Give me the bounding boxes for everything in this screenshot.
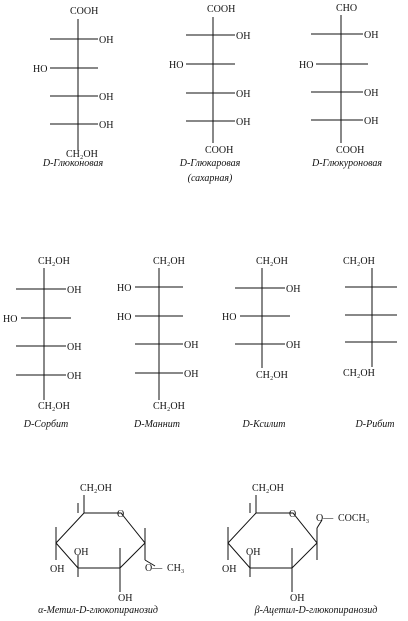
structure-caption: α-Метил-D-глюкопиранозид xyxy=(38,605,158,616)
bottom-group-label: COOH xyxy=(336,145,365,156)
right-substituent: OH xyxy=(67,371,82,382)
bottom-group-label: CH₂OH xyxy=(256,370,288,381)
top-group-label: CH₂OH xyxy=(38,256,70,267)
glucaric-acid-structure xyxy=(169,4,250,184)
right-substituent: OH xyxy=(99,92,114,103)
structure-caption: D-Рибит xyxy=(355,419,395,430)
right-substituent: OH xyxy=(236,31,251,42)
sorbitol-structure xyxy=(3,256,81,430)
left-substituent: HO xyxy=(117,312,132,323)
structure-caption: D-Маннит xyxy=(134,419,180,430)
pyranose-ring xyxy=(56,513,145,568)
mannitol-structure xyxy=(117,256,198,430)
right-substituent: OH xyxy=(99,120,114,131)
structure-caption: D-Глюкаровая xyxy=(179,158,241,169)
ring-oxygen-label: O xyxy=(289,509,297,520)
left-substituent: HO xyxy=(169,60,184,71)
right-substituent: OH xyxy=(364,30,379,41)
top-group-label: CH₂OH xyxy=(256,256,288,267)
top-group-label: CH₂OH xyxy=(153,256,185,267)
glycosidic-oxygen-label: O— xyxy=(145,563,163,574)
right-substituent: OH xyxy=(184,369,199,380)
hydroxyl-label: OH xyxy=(246,547,261,558)
right-substituent: OH xyxy=(364,88,379,99)
ring-oxygen-label: O xyxy=(117,509,125,520)
top-group-label: CH₂OH xyxy=(343,256,375,267)
right-substituent: OH xyxy=(67,285,82,296)
right-substituent: OH xyxy=(286,284,301,295)
hydroxyl-label: OH xyxy=(118,593,133,604)
bottom-group-label: CH₂OH xyxy=(343,368,375,379)
bottom-group-label: CH₂OH xyxy=(66,149,98,160)
hydroxyl-label: OH xyxy=(222,564,237,575)
glucuronic-acid-structure xyxy=(299,3,382,169)
top-group-label: CHO xyxy=(336,3,358,14)
bottom-group-label: CH₂OH xyxy=(153,401,185,412)
structure-caption: D-Сорбит xyxy=(23,419,69,430)
left-substituent: HO xyxy=(117,283,132,294)
structure-caption: β-Ацетил-D-глюкопиранозид xyxy=(254,605,378,616)
ribitol-structure xyxy=(343,256,397,430)
methyl-group-label: CH₃ xyxy=(167,563,185,574)
right-substituent: OH xyxy=(67,342,82,353)
hydroxyl-label: OH xyxy=(74,547,89,558)
hydroxyl-label: OH xyxy=(50,564,65,575)
left-substituent: HO xyxy=(222,312,237,323)
bottom-group-label: CH₂OH xyxy=(38,401,70,412)
top-group-label: COOH xyxy=(70,6,99,17)
ring-top-substituent: CH₂OH xyxy=(80,483,112,494)
hydroxyl-label: OH xyxy=(290,593,305,604)
bottom-group-label: COOH xyxy=(205,145,234,156)
acetyl-group-label: COCH₃ xyxy=(338,513,370,524)
structure-caption: D-Ксилит xyxy=(242,419,286,430)
right-substituent: OH xyxy=(364,116,379,127)
top-group-label: COOH xyxy=(207,4,236,15)
structure-caption: D-Глюкуроновая xyxy=(312,158,382,169)
left-substituent: HO xyxy=(3,314,18,325)
left-substituent: HO xyxy=(299,60,314,71)
xylitol-structure xyxy=(222,256,300,430)
pyranose-ring xyxy=(228,513,317,568)
right-substituent: OH xyxy=(184,340,199,351)
structure-caption: D-Глюконовая xyxy=(42,158,104,169)
right-substituent: OH xyxy=(286,340,301,351)
acetyl-glucopyranoside-structure xyxy=(222,483,377,616)
right-substituent: OH xyxy=(99,35,114,46)
methyl-glucopyranoside-structure xyxy=(38,483,184,616)
structure-caption-line2: (сахарная) xyxy=(187,173,233,184)
left-substituent: HO xyxy=(33,64,48,75)
right-substituent: OH xyxy=(236,117,251,128)
ring-top-substituent: CH₂OH xyxy=(252,483,284,494)
gluconic-acid-structure xyxy=(33,6,113,169)
right-substituent: OH xyxy=(236,89,251,100)
glycosidic-oxygen-label: O— xyxy=(316,513,334,524)
